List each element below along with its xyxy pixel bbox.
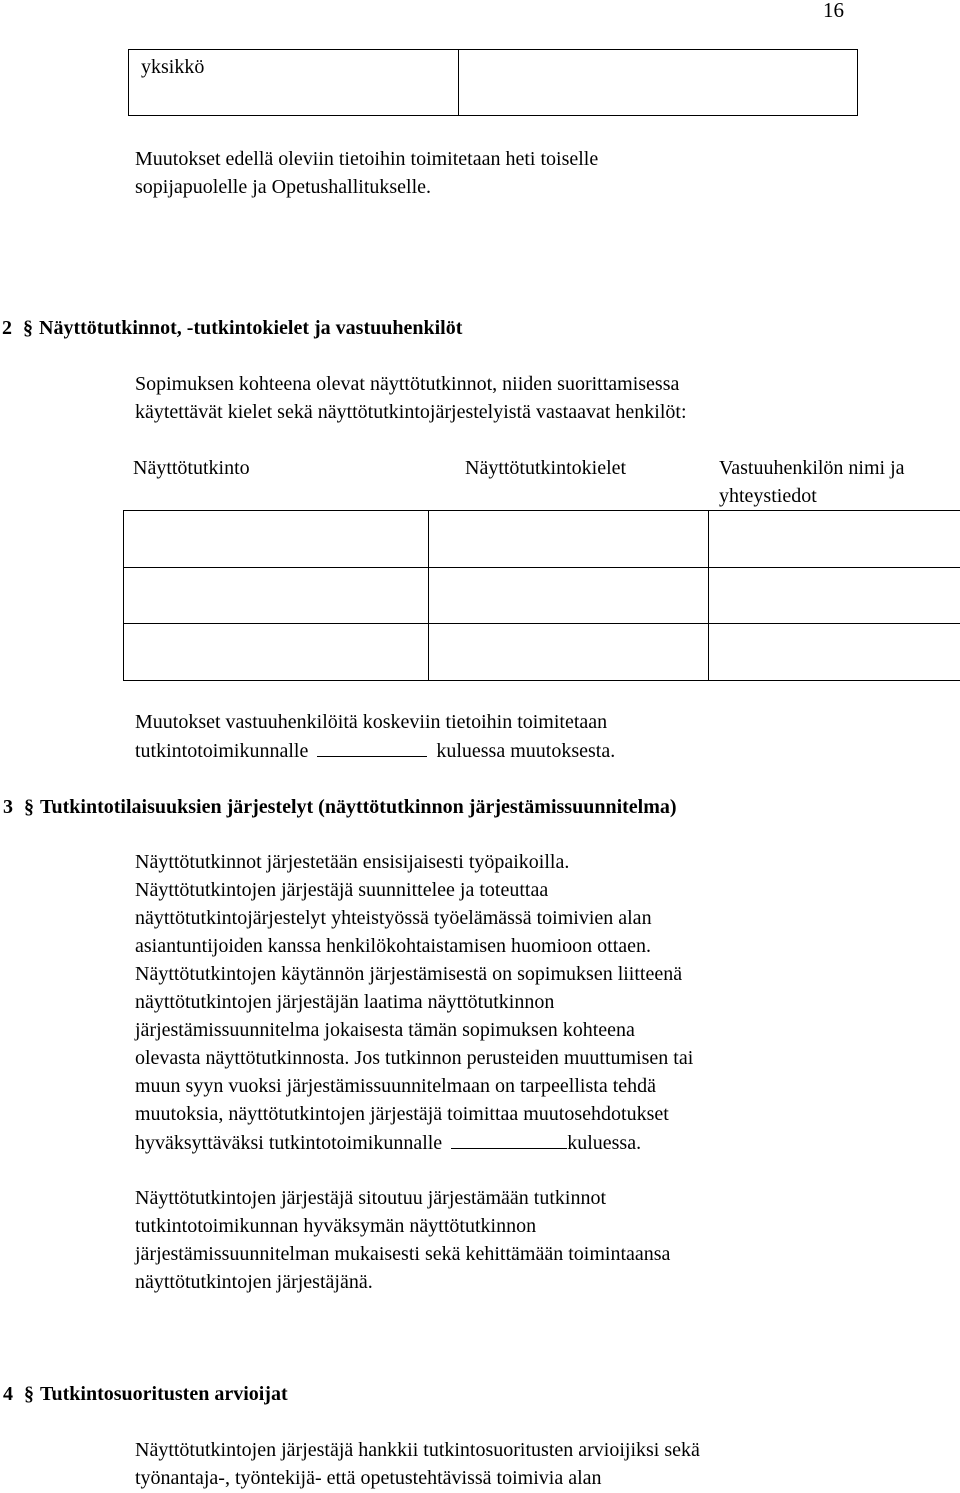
table-cell [428, 510, 709, 568]
section-number: 2 [2, 317, 12, 339]
section-3-heading [3, 793, 677, 821]
paragraph-line: näyttötutkintojen järjestäjän laatima näyttötutkinnon [135, 991, 555, 1013]
section-sign-icon: § [24, 796, 34, 818]
section-title: Tutkintosuoritusten arvioijat [40, 1383, 288, 1405]
fill-in-blank[interactable] [317, 736, 427, 757]
changes-line-end: kuluessa muutoksesta. [436, 740, 616, 762]
top-table-cell-unit [128, 49, 459, 116]
section-sign-icon: § [23, 317, 33, 339]
paragraph-line-end: kuluessa. [567, 1132, 642, 1154]
paragraph-line: asiantuntijoiden kanssa henkilökohtaistamisen huomioon ottaen. [135, 935, 652, 957]
section-number: 4 [3, 1383, 13, 1405]
paragraph-line: muun syyn vuoksi järjestämissuunnitelmaan on tarpeellista tehdä [135, 1075, 657, 1097]
paragraph-line [135, 1128, 935, 1157]
section-4-paragraph [135, 1436, 935, 1492]
section-3-paragraph-2 [135, 1184, 935, 1296]
paragraph-line: Näyttötutkintojen järjestäjä suunnittelee ja toteuttaa [135, 879, 549, 901]
page-number: 16 [823, 0, 844, 22]
intro-note-line: sopijapuolelle ja Opetushallitukselle. [135, 176, 432, 198]
changes-line-start: tutkintotoimikunnalle [135, 740, 309, 762]
section-title: Näyttötutkinnot, -tutkintokielet ja vastuuhenkilöt [39, 317, 463, 339]
paragraph-line: järjestämissuunnitelman mukaisesti sekä kehittämään toimintaansa [135, 1243, 671, 1265]
paragraph-line: Näyttötutkintojen käytännön järjestämisestä on sopimuksen liitteenä [135, 963, 683, 985]
table-header-languages: Näyttötutkintokielet [465, 457, 627, 479]
paragraph-line: työnantaja-, työntekijä- että opetustehtävissä toimivia alan [135, 1467, 602, 1489]
section-title: Tutkintotilaisuuksien järjestelyt (näyttötutkinnon järjestämissuunnitelma) [40, 796, 677, 818]
table-cell [123, 510, 429, 568]
paragraph-line: Näyttötutkinnot järjestetään ensisijaisesti työpaikoilla. [135, 851, 570, 873]
table-cell [428, 623, 709, 681]
section-2-intro-line: käytettävät kielet sekä näyttötutkintojärjestelyistä vastaavat henkilöt: [135, 401, 687, 423]
paragraph-line-start: hyväksyttäväksi tutkintotoimikunnalle [135, 1132, 443, 1154]
top-table-cell-empty [458, 49, 858, 116]
table-header-contact-line: yhteystiedot [719, 485, 817, 507]
section-4-heading [3, 1380, 288, 1408]
section-2-intro-line: Sopimuksen kohteena olevat näyttötutkinnot, niiden suorittamisessa [135, 373, 680, 395]
table-cell [123, 567, 429, 624]
table-cell [708, 510, 960, 568]
paragraph-line: tutkintotoimikunnan hyväksymän näyttötutkinnon [135, 1215, 537, 1237]
section-3-paragraph-1 [135, 848, 935, 1157]
section-2-intro [135, 370, 935, 426]
table-cell [428, 567, 709, 624]
table-header-exam: Näyttötutkinto [133, 457, 250, 479]
paragraph-line: muutoksia, näyttötutkintojen järjestäjä toimittaa muutosehdotukset [135, 1103, 669, 1125]
section-sign-icon: § [24, 1383, 34, 1405]
paragraph-line: Näyttötutkintojen järjestäjä hankkii tutkintosuoritusten arvioijiksi sekä [135, 1439, 700, 1461]
table-cell [708, 623, 960, 681]
top-table-cell-text: yksikkö [141, 56, 205, 78]
paragraph-line: järjestämissuunnitelma jokaisesta tämän sopimuksen kohteena [135, 1019, 635, 1041]
table-cell [123, 623, 429, 681]
paragraph-line: näyttötutkintojärjestelyt yhteistyössä työelämässä toimivien alan [135, 907, 652, 929]
section-2-heading [2, 314, 462, 342]
section-2-changes-note [135, 708, 935, 765]
paragraph-line: Näyttötutkintojen järjestäjä sitoutuu järjestämään tutkinnot [135, 1187, 607, 1209]
section-number: 3 [3, 796, 13, 818]
paragraph-line: olevasta näyttötutkinnosta. Jos tutkinnon perusteiden muuttumisen tai [135, 1047, 694, 1069]
changes-line: Muutokset vastuuhenkilöitä koskeviin tietoihin toimitetaan [135, 711, 608, 733]
intro-note [135, 145, 935, 201]
table-header-contact [719, 454, 905, 510]
table-cell [708, 567, 960, 624]
intro-note-line: Muutokset edellä oleviin tietoihin toimitetaan heti toiselle [135, 148, 599, 170]
fill-in-blank[interactable] [451, 1128, 567, 1149]
paragraph-line: näyttötutkintojen järjestäjänä. [135, 1271, 373, 1293]
changes-line [135, 736, 935, 765]
table-header-contact-line: Vastuuhenkilön nimi ja [719, 457, 905, 479]
